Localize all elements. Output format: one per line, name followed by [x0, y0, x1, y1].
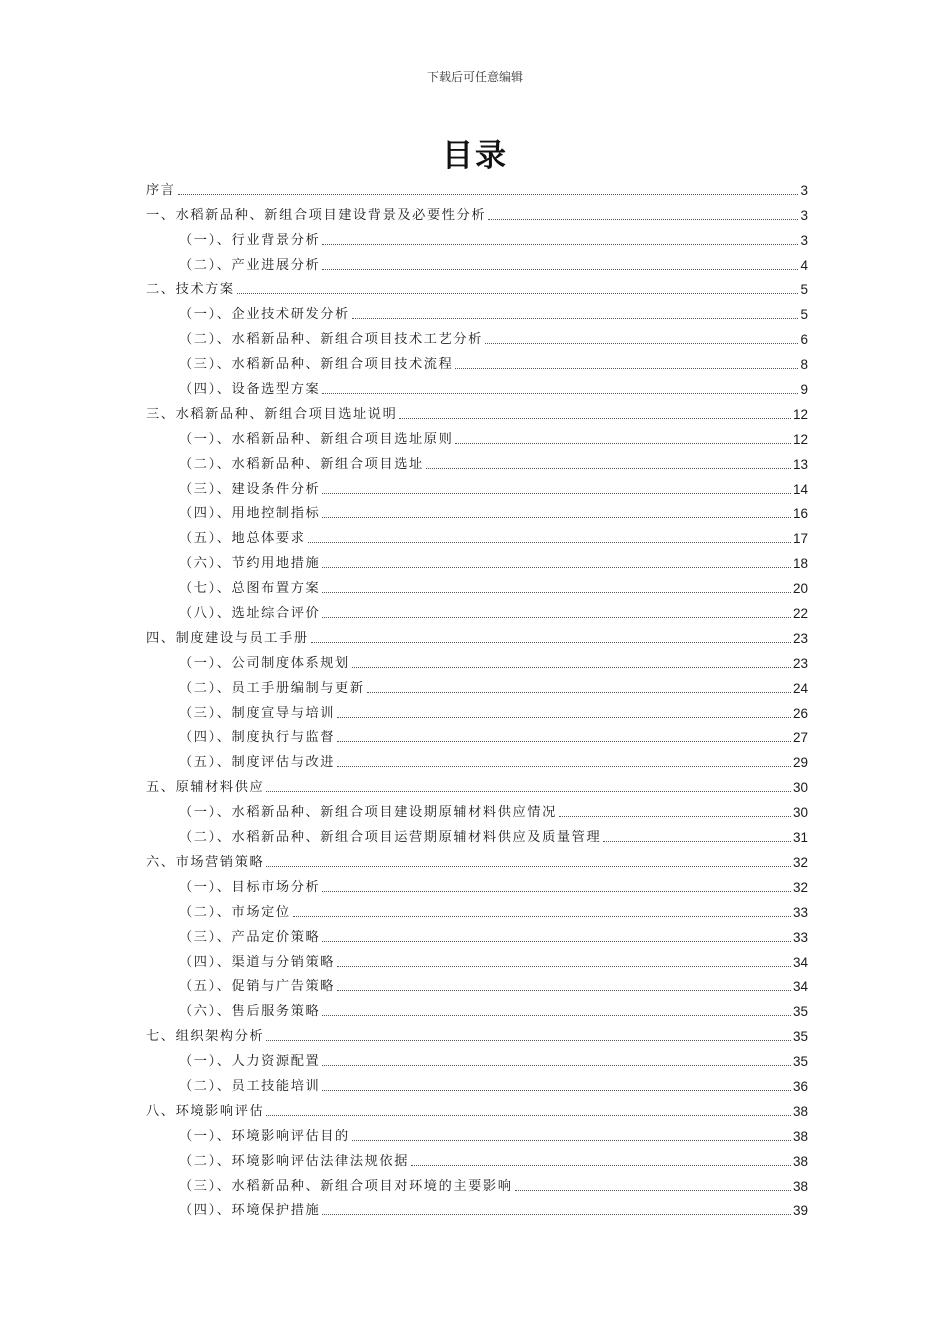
toc-entry[interactable]: [146, 199, 808, 224]
toc-dot-leader: [293, 916, 791, 917]
toc-entry-label: （二）、产业进展分析: [179, 257, 321, 273]
toc-entry-label: （四）、渠道与分销策略: [179, 954, 336, 970]
toc-dot-leader: [352, 1140, 791, 1141]
toc-entry-page-number: 14: [792, 481, 808, 497]
toc-entry-page-number: 35: [792, 1029, 808, 1045]
toc-entry-label: （一）、行业背景分析: [179, 232, 321, 248]
toc-entry-label: （四）、制度执行与监督: [179, 730, 336, 746]
toc-dot-leader: [559, 816, 791, 817]
toc-entry[interactable]: [146, 448, 808, 473]
toc-dot-leader: [266, 1115, 791, 1116]
toc-entry-page-number: 38: [792, 1128, 808, 1144]
toc-dot-leader: [308, 542, 791, 543]
toc-dot-leader: [322, 567, 791, 568]
toc-entry-page-number: 3: [800, 232, 808, 248]
toc-entry[interactable]: [146, 946, 808, 971]
toc-entry[interactable]: [146, 821, 808, 846]
toc-dot-leader: [322, 517, 791, 518]
toc-entry[interactable]: [146, 298, 808, 323]
toc-entry-label: （一）、水稻新品种、新组合项目建设期原辅材料供应情况: [179, 805, 557, 821]
toc-entry[interactable]: [146, 498, 808, 523]
toc-entry-page-number: 34: [792, 954, 808, 970]
toc-dot-leader: [266, 866, 791, 867]
toc-entry[interactable]: [146, 995, 808, 1020]
toc-entry-page-number: 32: [792, 879, 808, 895]
toc-entry[interactable]: [146, 622, 808, 647]
toc-entry-page-number: 30: [792, 780, 808, 796]
toc-entry-label: （二）、员工技能培训: [179, 1078, 321, 1094]
toc-entry-label: （八）、选址综合评价: [179, 606, 321, 622]
toc-entry-label: （七）、总图布置方案: [179, 581, 321, 597]
toc-dot-leader: [426, 468, 791, 469]
toc-entry-label: （四）、环境保护措施: [179, 1203, 321, 1219]
toc-entry-label: 五、原辅材料供应: [146, 780, 265, 796]
toc-dot-leader: [322, 592, 791, 593]
toc-entry[interactable]: [146, 796, 808, 821]
toc-entry-page-number: 38: [792, 1103, 808, 1119]
toc-entry-page-number: 9: [800, 382, 808, 398]
toc-entry-page-number: 4: [800, 257, 808, 273]
toc-entry-label: （五）、促销与广告策略: [179, 979, 336, 995]
toc-entry-label: 四、制度建设与员工手册: [146, 630, 309, 646]
toc-entry-label: （一）、环境影响评估目的: [179, 1128, 350, 1144]
toc-entry-label: 三、水稻新品种、新组合项目选址说明: [146, 406, 398, 422]
toc-dot-leader: [367, 692, 791, 693]
toc-entry[interactable]: [146, 522, 808, 547]
toc-entry[interactable]: [146, 572, 808, 597]
toc-entry[interactable]: [146, 846, 808, 871]
toc-entry[interactable]: [146, 722, 808, 747]
toc-entry[interactable]: [146, 373, 808, 398]
toc-dot-leader: [399, 418, 791, 419]
toc-entry-page-number: 12: [792, 431, 808, 447]
toc-entry-page-number: 30: [792, 805, 808, 821]
toc-dot-leader: [322, 1015, 791, 1016]
toc-entry-label: 六、市场营销策略: [146, 854, 265, 870]
toc-dot-leader: [322, 617, 791, 618]
toc-entry-label: （四）、设备选型方案: [179, 382, 321, 398]
toc-entry-label: （三）、水稻新品种、新组合项目技术流程: [179, 357, 454, 373]
toc-entry-page-number: 6: [800, 332, 808, 348]
toc-entry[interactable]: [146, 771, 808, 796]
toc-entry[interactable]: [146, 174, 808, 199]
toc-entry-page-number: 38: [792, 1153, 808, 1169]
toc-entry-page-number: 5: [800, 307, 808, 323]
toc-entry[interactable]: [146, 971, 808, 996]
toc-entry-label: 七、组织架构分析: [146, 1029, 265, 1045]
toc-dot-leader: [515, 1190, 791, 1191]
toc-entry-page-number: 5: [800, 282, 808, 298]
toc-entry-label: （六）、售后服务策略: [179, 1004, 321, 1020]
toc-dot-leader: [178, 194, 799, 195]
toc-entry[interactable]: [146, 871, 808, 896]
toc-entry-page-number: 17: [792, 531, 808, 547]
toc-entry-page-number: 26: [792, 705, 808, 721]
toc-entry[interactable]: [146, 1020, 808, 1045]
toc-entry[interactable]: [146, 348, 808, 373]
toc-entry-label: （三）、建设条件分析: [179, 481, 321, 497]
toc-entry-page-number: 29: [792, 755, 808, 771]
toc-entry-label: （二）、员工手册编制与更新: [179, 680, 365, 696]
toc-entry-page-number: 36: [792, 1078, 808, 1094]
toc-dot-leader: [485, 343, 799, 344]
toc-entry[interactable]: [146, 1170, 808, 1195]
toc-dot-leader: [322, 1214, 791, 1215]
toc-entry-label: （一）、人力资源配置: [179, 1054, 321, 1070]
toc-entry-page-number: 16: [792, 506, 808, 522]
toc-dot-leader: [322, 244, 798, 245]
toc-dot-leader: [337, 966, 791, 967]
toc-entry-page-number: 20: [792, 581, 808, 597]
toc-entry[interactable]: [146, 1045, 808, 1070]
toc-entry-page-number: 33: [792, 929, 808, 945]
toc-entry-page-number: 12: [792, 406, 808, 422]
toc-entry[interactable]: [146, 473, 808, 498]
toc-entry[interactable]: [146, 1070, 808, 1095]
toc-entry-page-number: 32: [792, 854, 808, 870]
page-header-note: 下载后可任意编辑: [426, 70, 523, 84]
toc-dot-leader: [311, 642, 791, 643]
toc-entry-label: （二）、环境影响评估法律法规依据: [179, 1153, 409, 1169]
toc-dot-leader: [322, 269, 798, 270]
toc-entry-label: （三）、制度宣导与培训: [179, 705, 336, 721]
toc-entry[interactable]: [146, 547, 808, 572]
toc-entry-label: （五）、制度评估与改进: [179, 755, 336, 771]
toc-dot-leader: [322, 1065, 791, 1066]
toc-title: 目录: [442, 138, 508, 174]
toc-entry[interactable]: [146, 647, 808, 672]
toc-dot-leader: [603, 841, 791, 842]
toc-entry-page-number: 3: [800, 207, 808, 223]
toc-dot-leader: [337, 990, 791, 991]
toc-entry-label: （二）、水稻新品种、新组合项目运营期原辅材料供应及质量管理: [179, 830, 602, 846]
toc-entry-label: 二、技术方案: [146, 282, 235, 298]
toc-entry[interactable]: [146, 597, 808, 622]
toc-entry[interactable]: [146, 672, 808, 697]
toc-entry[interactable]: [146, 1120, 808, 1145]
toc-entry[interactable]: [146, 249, 808, 274]
toc-entry-page-number: 23: [792, 630, 808, 646]
toc-entry[interactable]: [146, 746, 808, 771]
toc-dot-leader: [322, 891, 791, 892]
toc-entry-page-number: 8: [800, 357, 808, 373]
toc-dot-leader: [322, 393, 798, 394]
toc-entry-label: （三）、产品定价策略: [179, 929, 321, 945]
toc-entry-page-number: 31: [792, 830, 808, 846]
toc-dot-leader: [488, 219, 798, 220]
toc-dot-leader: [266, 791, 791, 792]
toc-dot-leader: [337, 766, 791, 767]
toc-entry-label: 一、水稻新品种、新组合项目建设背景及必要性分析: [146, 207, 487, 223]
toc-entry-label: 序言: [146, 182, 176, 198]
toc-entry-label: （一）、水稻新品种、新组合项目选址原则: [179, 431, 454, 447]
toc-entry-page-number: 22: [792, 606, 808, 622]
toc-entry[interactable]: [146, 921, 808, 946]
toc-dot-leader: [455, 443, 791, 444]
toc-entry[interactable]: [146, 896, 808, 921]
toc-entry[interactable]: [146, 274, 808, 299]
toc-entry[interactable]: [146, 1145, 808, 1170]
toc-entry-page-number: 23: [792, 655, 808, 671]
toc-entry[interactable]: [146, 423, 808, 448]
toc-dot-leader: [322, 493, 791, 494]
toc-entry-page-number: 34: [792, 979, 808, 995]
toc-entry-page-number: 38: [792, 1178, 808, 1194]
toc-entry[interactable]: [146, 1195, 808, 1220]
toc-entry-page-number: 39: [792, 1203, 808, 1219]
toc-entry[interactable]: [146, 224, 808, 249]
toc-dot-leader: [455, 368, 798, 369]
toc-entry[interactable]: [146, 1095, 808, 1120]
toc-entry-label: （三）、水稻新品种、新组合项目对环境的主要影响: [179, 1178, 513, 1194]
toc-entry-label: （二）、市场定位: [179, 904, 291, 920]
toc-dot-leader: [322, 1090, 791, 1091]
table-of-contents: [146, 174, 808, 1219]
toc-entry-label: （一）、企业技术研发分析: [179, 307, 350, 323]
toc-entry[interactable]: [146, 323, 808, 348]
toc-entry[interactable]: [146, 398, 808, 423]
toc-entry-label: （二）、水稻新品种、新组合项目选址: [179, 456, 424, 472]
toc-dot-leader: [322, 941, 791, 942]
toc-entry-label: （一）、公司制度体系规划: [179, 655, 350, 671]
toc-dot-leader: [352, 667, 791, 668]
toc-entry-page-number: 35: [792, 1054, 808, 1070]
toc-dot-leader: [337, 741, 791, 742]
toc-entry-label: （二）、水稻新品种、新组合项目技术工艺分析: [179, 332, 483, 348]
toc-entry-label: 八、环境影响评估: [146, 1103, 265, 1119]
toc-entry-page-number: 35: [792, 1004, 808, 1020]
toc-dot-leader: [411, 1165, 791, 1166]
toc-entry-page-number: 18: [792, 556, 808, 572]
toc-entry-label: （四）、用地控制指标: [179, 506, 321, 522]
toc-entry-page-number: 3: [800, 182, 808, 198]
toc-entry-page-number: 13: [792, 456, 808, 472]
toc-dot-leader: [266, 1040, 791, 1041]
toc-entry-page-number: 24: [792, 680, 808, 696]
toc-dot-leader: [352, 318, 799, 319]
toc-entry-page-number: 33: [792, 904, 808, 920]
toc-entry-label: （一）、目标市场分析: [179, 879, 321, 895]
toc-entry-page-number: 27: [792, 730, 808, 746]
toc-entry[interactable]: [146, 697, 808, 722]
toc-dot-leader: [237, 293, 799, 294]
toc-entry-label: （五）、地总体要求: [179, 531, 306, 547]
toc-entry-label: （六）、节约用地措施: [179, 556, 321, 572]
toc-dot-leader: [337, 717, 791, 718]
